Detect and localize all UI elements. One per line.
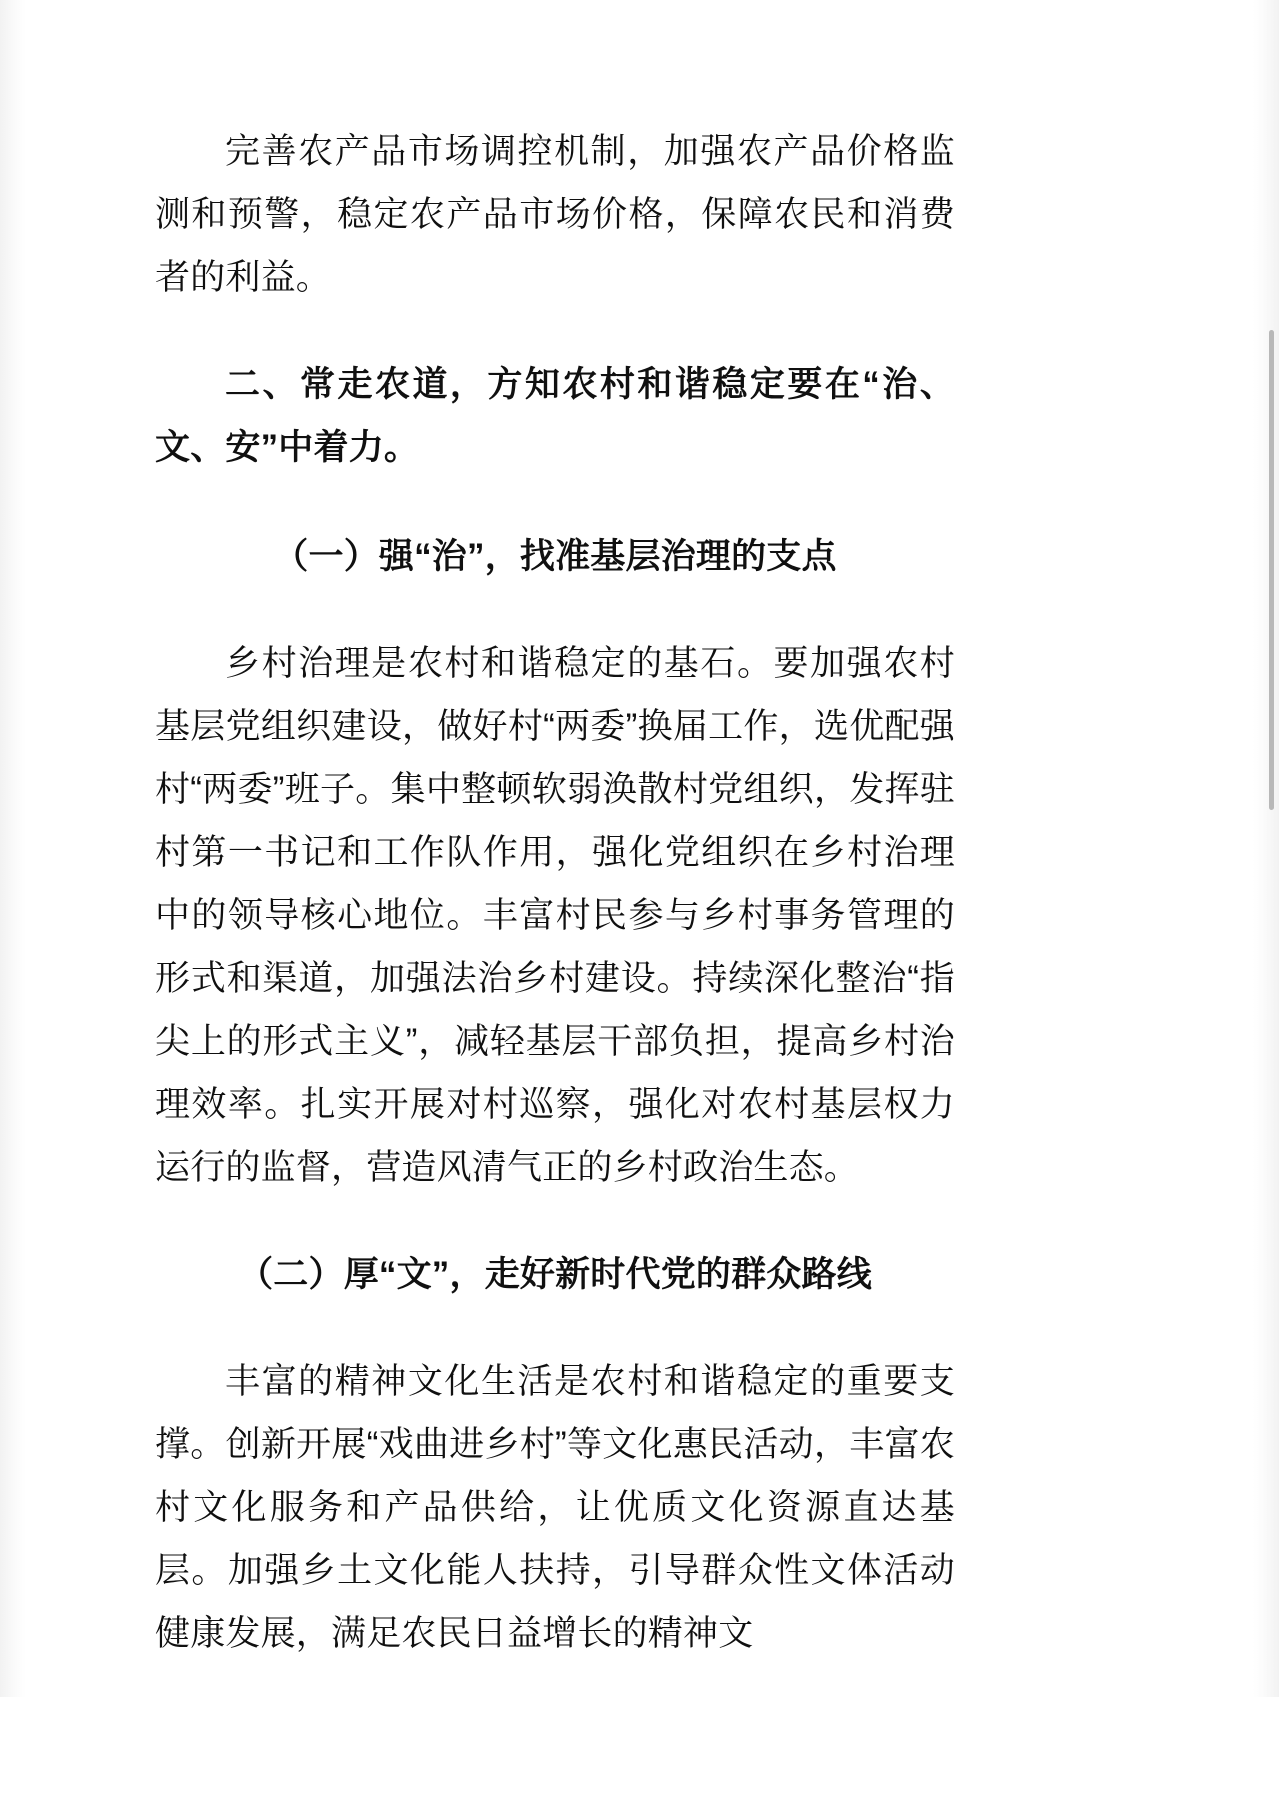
paragraph-culture: 丰富的精神文化生活是农村和谐稳定的重要支撑。创新开展“戏曲进乡村”等文化惠民活动，丰富农村文化服务和产品供给，让优质文化资源直达基层。加强乡土文化能人扶持，引导群众性文体活动健康发展，满足农民日益增长的精神文: [155, 1362, 955, 1653]
page-left-margin-edge: [0, 0, 26, 1815]
paragraph-rural-governance: 乡村治理是农村和谐稳定的基石。要加强农村基层党组织建设，做好村“两委”换届工作，选优配强村“两委”班子。集中整顿软弱涣散村党组织，发挥驻村第一书记和工作队作用，强化党组织在乡村治理中的领导核心地位。丰富村民参与乡村事务管理的形式和渠道，加强法治乡村建设。持续深化整治“指尖上的形式主义”，减轻基层干部负担，提高乡村治理效率。扎实开展对村巡察，强化对农村基层权力运行的监督，营造风清气正的乡村政治生态。: [155, 644, 955, 1187]
heading-subsection-two: （二）厚“文”，走好新时代党的群众路线: [238, 1255, 872, 1294]
document-text-column: [155, 0, 955, 1705]
vertical-scrollbar-track[interactable]: [1268, 0, 1277, 1815]
heading-subsection-one: （一）强“治”，找准基层治理的支点: [273, 537, 837, 576]
heading-section-two: 二、常走农道，方知农村和谐稳定要在“治、文、安”中着力。: [155, 365, 955, 467]
vertical-scrollbar-thumb[interactable]: [1269, 330, 1274, 810]
paragraph-market-regulation: 完善农产品市场调控机制，加强农产品价格监测和预警，稳定农产品市场价格，保障农民和消费者的利益。: [155, 132, 955, 297]
page-bottom-whitespace: [0, 1697, 1279, 1815]
